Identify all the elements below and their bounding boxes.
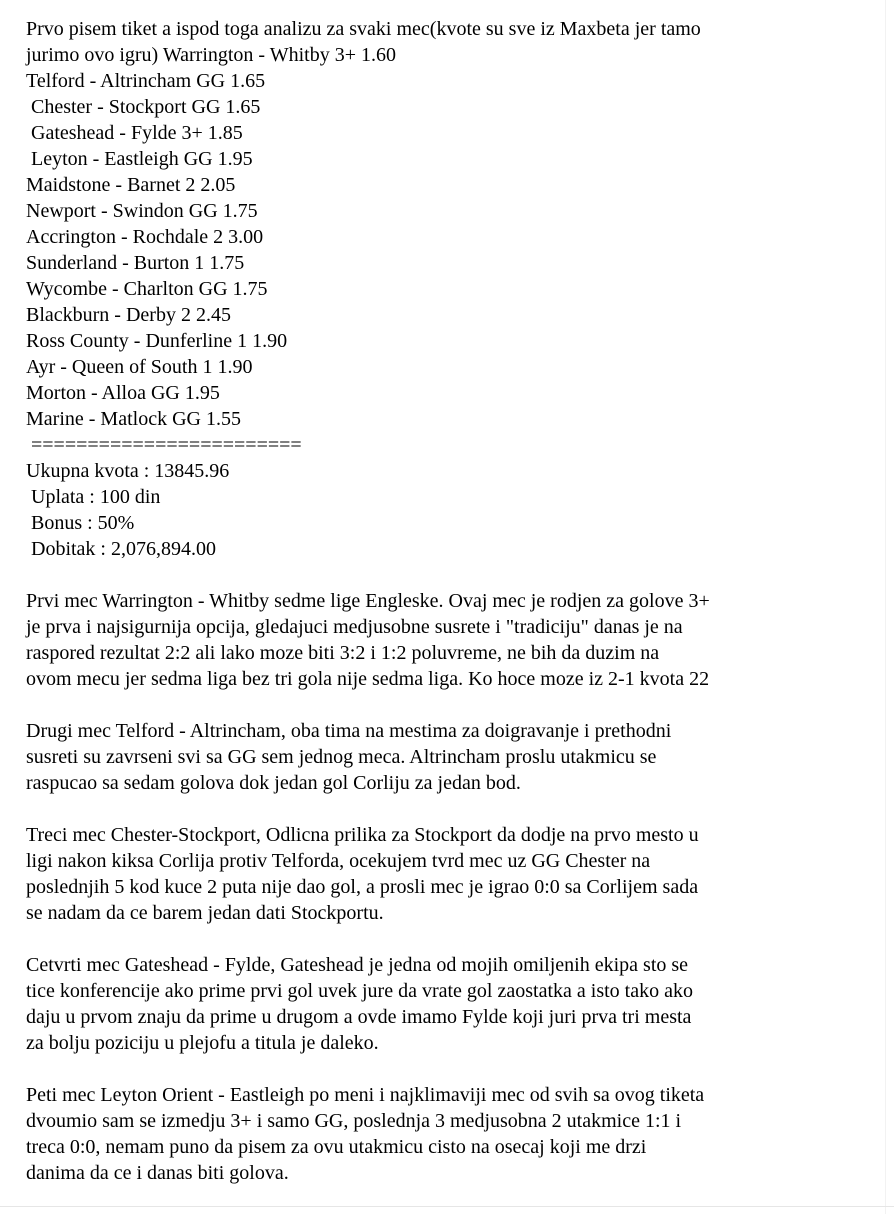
paragraph-gap [26, 796, 876, 822]
analysis-line: treca 0:0, nemam puno da pisem za ovu utakmicu cisto na osecaj koji me drzi [26, 1136, 647, 1158]
analysis-line: tice konferencije ako prime prvi gol uvek jure da vrate gol zaostatka a isto tako ako [26, 980, 693, 1002]
analysis-line: daju u prvom znaju da prime u drugom a ovde imamo Fylde koji juri prva tri mesta [26, 1006, 692, 1028]
analysis-line: dvoumio sam se izmedju 3+ i samo GG, poslednja 3 medjusobna 2 utakmice 1:1 i [26, 1110, 682, 1132]
analysis-line: raspored rezultat 2:2 ali lako moze biti 3:2 i 1:2 poluvreme, ne bih da duzim na [26, 642, 660, 664]
analysis-paragraph-3 [26, 822, 876, 926]
intro-line: Prvo pisem tiket a ispod toga analizu za svaki mec(kvote su sve iz Maxbeta jer tamo [26, 18, 701, 40]
analysis-line: Peti mec Leyton Orient - Eastleigh po meni i najklimaviji mec od svih sa ovog tiketa [26, 1084, 705, 1106]
analysis-line: se nadam da ce barem jedan dati Stockportu. [26, 902, 384, 924]
analysis-line: za bolju poziciju u plejofu a titula je daleko. [26, 1032, 379, 1054]
paragraph-gap [26, 926, 876, 952]
analysis-line: Treci mec Chester-Stockport, Odlicna prilika za Stockport da dodje na prvo mesto u [26, 824, 699, 846]
analysis-line: Prvi mec Warrington - Whitby sedme lige Engleske. Ovaj mec je rodjen za golove 3+ [26, 590, 710, 612]
intro-paragraph [26, 16, 876, 68]
analysis-line: Cetvrti mec Gateshead - Fylde, Gateshead je jedna od mojih omiljenih ekipa sto se [26, 954, 689, 976]
analysis-line: poslednjih 5 kod kuce 2 puta nije dao gol, a prosli mec je igrao 0:0 sa Corlijem sada [26, 876, 699, 898]
ticket-line: Blackburn - Derby 2 2.45 [26, 304, 231, 326]
ticket-line: Morton - Alloa GG 1.95 [26, 382, 220, 404]
analysis-line: Drugi mec Telford - Altrincham, oba tima na mestima za doigravanje i prethodni [26, 720, 672, 742]
summary-total-odds: Ukupna kvota : 13845.96 [26, 460, 230, 482]
ticket-line: Gateshead - Fylde 3+ 1.85 [26, 122, 243, 144]
paragraph-gap [26, 692, 876, 718]
ticket-line: Wycombe - Charlton GG 1.75 [26, 278, 268, 300]
ticket-summary [26, 458, 876, 562]
ticket-line: Ayr - Queen of South 1 1.90 [26, 356, 253, 378]
summary-payout: Dobitak : 2,076,894.00 [26, 538, 216, 560]
summary-stake: Uplata : 100 din [26, 486, 161, 508]
analysis-paragraph-2 [26, 718, 876, 796]
paragraph-gap [26, 562, 876, 588]
analysis-line: susreti su zavrseni svi sa GG sem jednog meca. Altrincham proslu utakmicu se [26, 746, 657, 768]
ticket-line: Marine - Matlock GG 1.55 [26, 408, 241, 430]
document-body [26, 16, 876, 1186]
ticket-line: Sunderland - Burton 1 1.75 [26, 252, 245, 274]
intro-line: jurimo ovo igru) Warrington - Whitby 3+ 1.60 [26, 44, 396, 66]
ticket-line: Accrington - Rochdale 2 3.00 [26, 226, 264, 248]
ticket-list [26, 68, 876, 432]
separator-line: ======================== [26, 434, 302, 456]
ticket-line: Maidstone - Barnet 2 2.05 [26, 174, 236, 196]
page-bottom-divider [0, 1206, 894, 1207]
page-edge-divider [885, 0, 886, 1214]
analysis-line: je prva i najsigurnija opcija, gledajuci medjusobne susrete i "tradiciju" danas je na [26, 616, 683, 638]
ticket-line: Ross County - Dunferline 1 1.90 [26, 330, 288, 352]
analysis-line: ovom mecu jer sedma liga bez tri gola nije sedma liga. Ko hoce moze iz 2-1 kvota 22 [26, 668, 710, 690]
ticket-line: Telford - Altrincham GG 1.65 [26, 70, 266, 92]
ticket-line: Leyton - Eastleigh GG 1.95 [26, 148, 253, 170]
analysis-paragraph-4 [26, 952, 876, 1056]
analysis-paragraph-5 [26, 1082, 876, 1186]
analysis-line: ligi nakon kiksa Corlija protiv Telforda, ocekujem tvrd mec uz GG Chester na [26, 850, 651, 872]
analysis-line: danima da ce i danas biti golova. [26, 1162, 289, 1184]
ticket-line: Newport - Swindon GG 1.75 [26, 200, 258, 222]
ticket-line: Chester - Stockport GG 1.65 [26, 96, 261, 118]
analysis-line: raspucao sa sedam golova dok jedan gol Corliju za jedan bod. [26, 772, 521, 794]
paragraph-gap [26, 1056, 876, 1082]
summary-bonus: Bonus : 50% [26, 512, 135, 534]
analysis-paragraph-1 [26, 588, 876, 692]
